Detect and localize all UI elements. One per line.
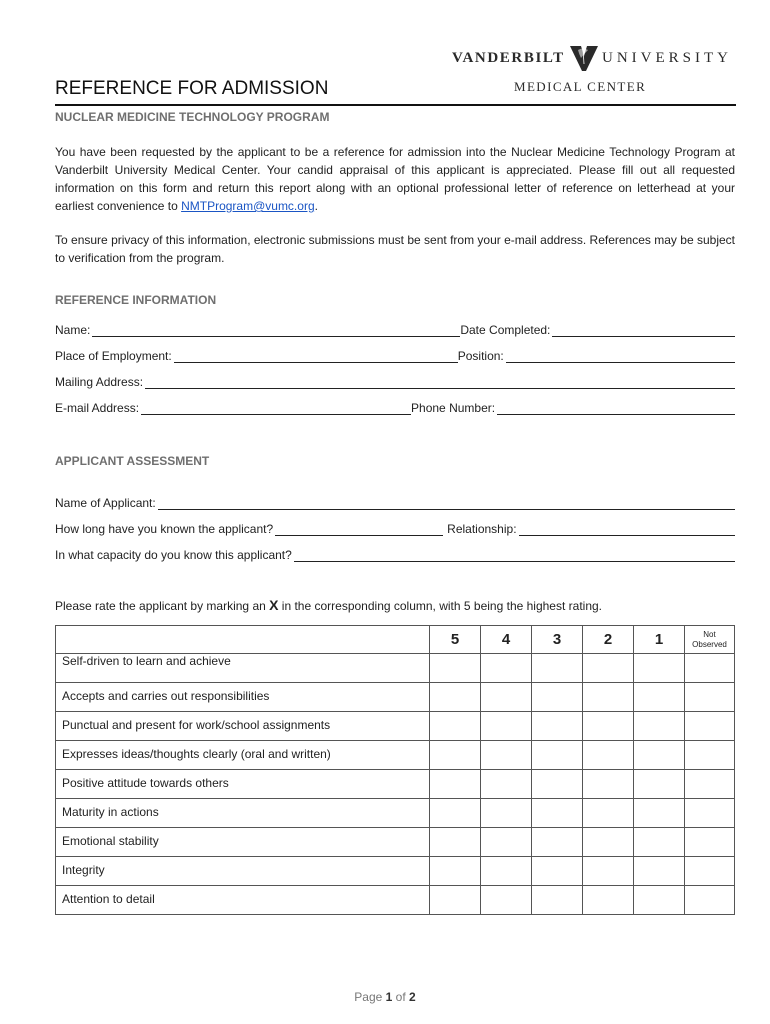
rating-cell-1[interactable]: [634, 741, 685, 770]
privacy-paragraph: To ensure privacy of this information, electronic submissions must be sent from your e-mail address. References may be subject to verification from the program.: [55, 233, 735, 265]
relationship-label: Relationship:: [447, 522, 517, 536]
name-date-row: [55, 319, 735, 337]
phone-label: Phone Number:: [411, 401, 496, 415]
rating-cell-5[interactable]: [430, 886, 481, 915]
rating-cell-4[interactable]: [481, 828, 532, 857]
logo-word-university: UNIVERSITY: [602, 50, 732, 66]
intro-end: .: [314, 199, 318, 213]
rating-cell-2[interactable]: [583, 683, 634, 712]
email-label: E-mail Address:: [55, 401, 140, 415]
rating-cell-2[interactable]: [583, 886, 634, 915]
applicant-name-label: Name of Applicant:: [55, 496, 156, 510]
rating-cell-2[interactable]: [583, 857, 634, 886]
rating-cell-3[interactable]: [532, 770, 583, 799]
assessment-heading: APPLICANT ASSESSMENT: [55, 454, 210, 468]
rating-row: [56, 770, 735, 799]
program-email-link[interactable]: NMTProgram@vumc.org: [181, 199, 315, 213]
rating-cell-3[interactable]: [532, 712, 583, 741]
rating-cell-1[interactable]: [634, 683, 685, 712]
mailing-row: [55, 371, 735, 389]
rating-cell-4[interactable]: [481, 799, 532, 828]
rating-cell-1[interactable]: [634, 857, 685, 886]
reference-heading: REFERENCE INFORMATION: [55, 293, 217, 307]
rating-cell-4[interactable]: [481, 770, 532, 799]
employment-label: Place of Employment:: [55, 349, 172, 363]
page-footer: [0, 990, 770, 1004]
rating-cell-1[interactable]: [634, 770, 685, 799]
known-relationship-row: [55, 518, 735, 536]
rating-cell-2[interactable]: [583, 828, 634, 857]
applicant-name-field[interactable]: [158, 495, 735, 510]
rating-cell-5[interactable]: [430, 770, 481, 799]
email-phone-row: [55, 397, 735, 415]
col-1-header: 1: [634, 626, 685, 654]
rating-cell-5[interactable]: [430, 857, 481, 886]
date-completed-field[interactable]: [552, 322, 735, 337]
capacity-row: [55, 544, 735, 562]
capacity-label: In what capacity do you know this applicant?: [55, 548, 292, 562]
rating-cell-5[interactable]: [430, 683, 481, 712]
rating-cell-3[interactable]: [532, 828, 583, 857]
rating-row: [56, 828, 735, 857]
not-observed-line2: Observed: [692, 639, 727, 649]
rating-cell-4[interactable]: [481, 857, 532, 886]
rating-cell-3[interactable]: [532, 741, 583, 770]
rating-cell-not-observed[interactable]: [685, 770, 735, 799]
rating-cell-not-observed[interactable]: [685, 886, 735, 915]
known-field[interactable]: [275, 521, 443, 536]
intro-text: You have been requested by the applicant to be a reference for admission into the Nuclear Medicine Technology Program at Vanderbilt University Medical Center. Your candid appraisal of this applicant is appreciated. Please fill out all requested information on this form and return this report along with an optional professional letter of reference on letterhead at your earliest convenience to: [55, 145, 735, 213]
email-field[interactable]: [141, 400, 411, 415]
rating-cell-not-observed[interactable]: [685, 799, 735, 828]
employment-field[interactable]: [174, 348, 458, 363]
criterion-label: Self-driven to learn and achieve: [56, 654, 430, 683]
rating-cell-2[interactable]: [583, 712, 634, 741]
criterion-label: Attention to detail: [56, 886, 430, 915]
rating-cell-2[interactable]: [583, 741, 634, 770]
mailing-field[interactable]: [145, 374, 735, 389]
rating-cell-4[interactable]: [481, 712, 532, 741]
rating-intro-mark: X: [269, 597, 279, 613]
name-field[interactable]: [92, 322, 460, 337]
rating-intro-text: Please rate the applicant by marking an: [55, 599, 270, 613]
rating-cell-3[interactable]: [532, 683, 583, 712]
rating-cell-3[interactable]: [532, 799, 583, 828]
col-3-header: 3: [532, 626, 583, 654]
rating-cell-3[interactable]: [532, 857, 583, 886]
rating-header-row: [56, 626, 735, 654]
program-heading: NUCLEAR MEDICINE TECHNOLOGY PROGRAM: [55, 110, 330, 124]
criterion-label: Accepts and carries out responsibilities: [56, 683, 430, 712]
rating-row: [56, 857, 735, 886]
rating-row: [56, 712, 735, 741]
known-label: How long have you known the applicant?: [55, 522, 274, 536]
rating-cell-4[interactable]: [481, 886, 532, 915]
footer-of-word: of: [395, 990, 406, 1004]
criteria-header: [56, 626, 430, 654]
rating-cell-2[interactable]: [583, 654, 634, 683]
criterion-label: Expresses ideas/thoughts clearly (oral and written): [56, 741, 430, 770]
rating-cell-1[interactable]: [634, 828, 685, 857]
criterion-label: Integrity: [56, 857, 430, 886]
rating-row: [56, 799, 735, 828]
rating-table: [55, 625, 735, 915]
rating-cell-1[interactable]: [634, 799, 685, 828]
name-label: Name:: [55, 323, 91, 337]
rating-cell-5[interactable]: [430, 741, 481, 770]
position-field[interactable]: [506, 348, 735, 363]
rating-row: [56, 741, 735, 770]
rating-cell-4[interactable]: [481, 654, 532, 683]
intro-paragraph: [55, 143, 735, 215]
not-observed-line1: Not: [703, 629, 716, 639]
applicant-row: [55, 492, 735, 510]
rating-instructions: [55, 597, 602, 613]
rating-cell-not-observed[interactable]: [685, 857, 735, 886]
employment-position-row: [55, 345, 735, 363]
position-label: Position:: [457, 349, 504, 363]
rating-cell-not-observed[interactable]: [685, 828, 735, 857]
relationship-field[interactable]: [519, 521, 735, 536]
rating-cell-1[interactable]: [634, 712, 685, 741]
rating-cell-4[interactable]: [481, 683, 532, 712]
logo-subtitle: MEDICAL CENTER: [514, 79, 647, 94]
col-2-header: 2: [583, 626, 634, 654]
rating-row: [56, 683, 735, 712]
footer-current-page: 1: [385, 990, 393, 1004]
rating-row: [56, 654, 735, 683]
col-5-header: 5: [430, 626, 481, 654]
criterion-label: Positive attitude towards others: [56, 770, 430, 799]
rating-cell-5[interactable]: [430, 799, 481, 828]
rating-cell-5[interactable]: [430, 712, 481, 741]
col-4-header: 4: [481, 626, 532, 654]
footer-page-word: Page: [354, 990, 383, 1004]
criterion-label: Maturity in actions: [56, 799, 430, 828]
rating-cell-5[interactable]: [430, 828, 481, 857]
footer-total-pages: 2: [409, 990, 416, 1004]
rating-cell-not-observed[interactable]: [685, 683, 735, 712]
not-observed-header: [685, 626, 735, 654]
rating-cell-2[interactable]: [583, 770, 634, 799]
vanderbilt-v-oak-leaf-icon: [569, 44, 599, 72]
rating-cell-1[interactable]: [634, 886, 685, 915]
rating-cell-5[interactable]: [430, 654, 481, 683]
rating-intro-text-end: in the corresponding column, with 5 being the highest rating.: [278, 599, 602, 613]
capacity-field[interactable]: [294, 547, 735, 562]
rating-cell-3[interactable]: [532, 886, 583, 915]
rating-cell-not-observed[interactable]: [685, 741, 735, 770]
mailing-label: Mailing Address:: [55, 375, 144, 389]
rating-cell-3[interactable]: [532, 654, 583, 683]
date-completed-label: Date Completed:: [460, 323, 551, 337]
phone-field[interactable]: [497, 400, 735, 415]
page-title: REFERENCE FOR ADMISSION: [55, 78, 329, 99]
rating-cell-4[interactable]: [481, 741, 532, 770]
rating-cell-not-observed[interactable]: [685, 712, 735, 741]
vanderbilt-logo: [452, 44, 732, 74]
rating-cell-1[interactable]: [634, 654, 685, 683]
rating-cell-not-observed[interactable]: [685, 654, 735, 683]
criterion-label: Punctual and present for work/school assignments: [56, 712, 430, 741]
title-divider: [55, 104, 736, 106]
criterion-label: Emotional stability: [56, 828, 430, 857]
rating-row: [56, 886, 735, 915]
rating-cell-2[interactable]: [583, 799, 634, 828]
logo-word-vanderbilt: VANDERBILT: [452, 50, 565, 66]
